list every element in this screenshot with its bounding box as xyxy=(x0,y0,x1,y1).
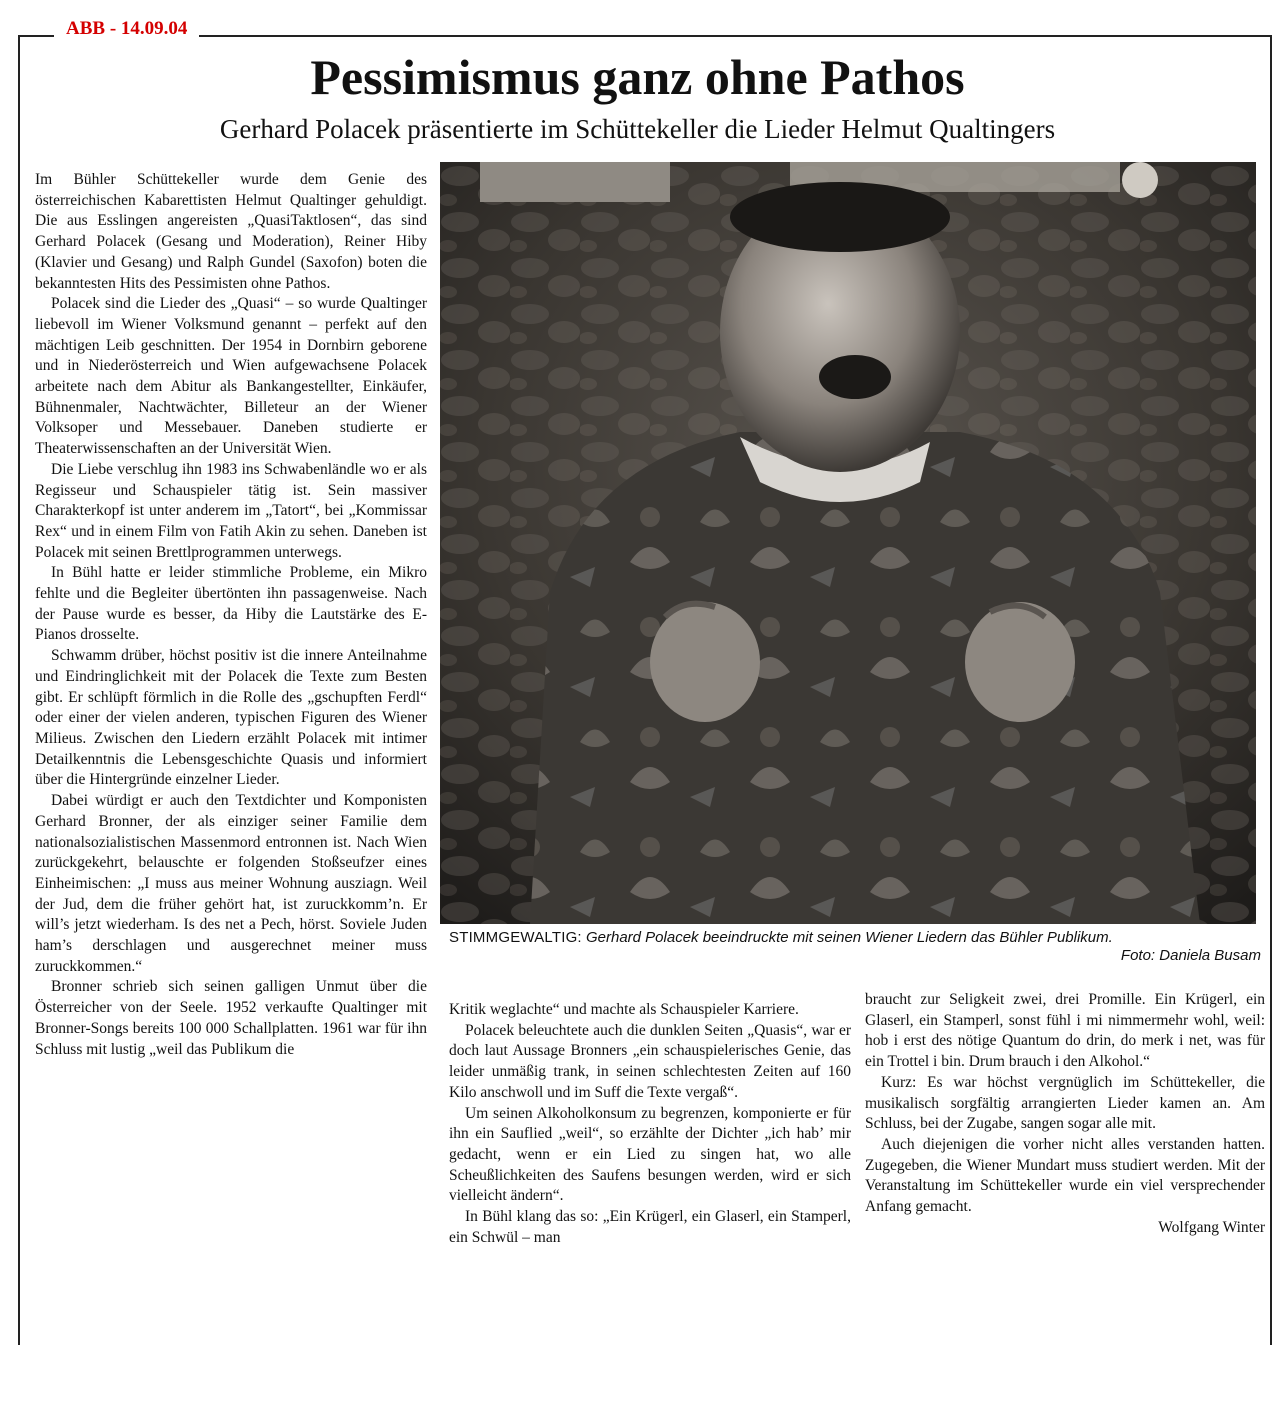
paragraph: Auch diejenigen die vorher nicht alles verstanden hatten. Zugegeben, die Wiener Mundart muss studiert werden. Mit der Veranstaltung im Schüttekeller wurde ein viel versprechender Anfang gemacht. xyxy=(865,1135,1265,1216)
paragraph: Die Liebe verschlug ihn 1983 ins Schwabenländle wo er als Regisseur und Schauspieler tätig ist. Sein massiver Charakterkopf ist unter anderem im „Tatort“, bei „Kommissar Rex“ und in einem Film von Fatih Akin zu sehen. Daneben ist Polacek mit seinen Brettlprogrammen unterwegs. xyxy=(35,460,427,561)
headline: Pessimismus ganz ohne Pathos xyxy=(310,49,965,105)
article-column-2 xyxy=(449,1000,851,1248)
paragraph: Im Bühler Schüttekeller wurde dem Genie des österreichischen Kabarettisten Helmut Qualtinger gehuldigt. Die aus Esslingen angereisten „QuasiTaktlosen“, das sind Gerhard Polacek (Gesang und Moderation), Reiner Hiby (Klavier und Gesang) und Ralph Gundel (Saxofon) boten die bekanntesten Hits des Pessimisten ohne Pathos. xyxy=(35,171,427,292)
frame-left-rule xyxy=(18,35,20,1345)
paragraph: In Bühl klang das so: „Ein Krügerl, ein Glaserl, ein Stamperl, ein Schwül – man xyxy=(449,1208,851,1246)
paragraph: Polacek beleuchtete auch die dunklen Seiten „Quasis“, war er doch laut Aussage Bronners „ein schauspielerisches Genie, das leider unmäßig trank, in seinen schlechtesten Zeiten auf 160 Kilo anschwoll und im Suff die Texte vergaß“. xyxy=(449,1021,851,1101)
paragraph: Dabei würdigt er auch den Textdichter und Komponisten Gerhard Bronner, der als einziger seiner Familie dem nationalsozialistischen Massenmord entronnen ist. Nach Wien zurückgekehrt, belauschte er folgenden Stoßseufzer eines Einheimischen: „I muss aus meiner Wohnung ausziagn. Weil der Jud, dem die früher gehört hat, ist zuruckkomm’n. Er will’s jetzt wiederham. Is des net a Pech, hörst. Soviele Juden ham’s derschlagen und ausgerechnet meiner muss zuruckkommen.“ xyxy=(35,792,427,975)
paragraph: Schwamm drüber, höchst positiv ist die innere Anteilnahme und Eindringlichkeit mit der Polacek die Texte zum Besten gibt. Er schlüpft förmlich in die Rolle des „gschupften Ferdl“ oder einer der vielen anderen, typischen Figuren des Wiener Milieus. Zwischen den Liedern erzählt Polacek mit intimer Detailkenntnis die Lebensgeschichte Quasis und informiert über die Hintergründe einzelner Lieder. xyxy=(35,647,427,789)
frame-top-rule xyxy=(18,35,1272,37)
clipping-date-stamp: ABB - 14.09.04 xyxy=(54,16,199,42)
frame-right-rule xyxy=(1270,35,1272,1345)
author-signature: Wolfgang Winter xyxy=(1158,1218,1265,1236)
paragraph: braucht zur Seligkeit zwei, drei Promille. Ein Krügerl, ein Glaserl, ein Stamperl, sonst fühl i mi nimmermehr wohl, weil: hob i erst des nötige Quantum do drin, do merk i net, was für ein Trottel i bin. Drum brauch i den Alkohol.“ xyxy=(865,991,1265,1071)
article-column-3 xyxy=(865,990,1265,1238)
caption-body: Gerhard Polacek beeindruckte mit seinen Wiener Liedern das Bühler Publikum. xyxy=(585,929,1113,946)
singer-photo xyxy=(440,162,1256,924)
paragraph: Kritik weglachte“ und machte als Schauspieler Karriere. xyxy=(449,1001,799,1018)
paragraph: Kurz: Es war höchst vergnüglich im Schüttekeller, die musikalisch sorgfältig arrangierten Lieder kamen an. Am Schluss, bei der Zugabe, sangen sogar alle mit. xyxy=(865,1073,1265,1133)
paragraph: Um seinen Alkoholkonsum zu begrenzen, komponierte er für ihn ein Sauflied „weil“, so erzählte der Dichter „ich hab’ mir gedacht, wenn er ein Lied zu singen hat, wo alle Scheußlichkeiten des Saufens besungen werden, wird er sich vielleicht ändern“. xyxy=(449,1104,851,1205)
paragraph: In Bühl hatte er leider stimmliche Probleme, ein Mikro fehlte und die Begleiter übertönten ihn passagenweise. Nach der Pause wurde es besser, da Hiby die Lautstärke des E-Pianos drosselte. xyxy=(35,564,427,644)
paragraph: Polacek sind die Lieder des „Quasi“ – so wurde Qualtinger liebevoll im Wiener Volksmund genannt – perfekt auf den mächtigen Leib geschnitten. Der 1954 in Dornbirn geborene und in Niederösterreich und Wien aufgewachsene Polacek arbeitete nach dem Abitur als Bankangestellter, Einkäufer, Bühnenmaler, Nachtwächter, Billeteur an der Wiener Volksoper und Messebauer. Daneben studierte er Theaterwissenschaften an der Universität Wien. xyxy=(35,295,427,458)
photo-credit: Foto: Daniela Busam xyxy=(1120,947,1261,964)
caption-text xyxy=(449,929,1261,947)
paragraph: Bronner schrieb sich seinen galligen Unmut über die Österreicher von der Seele. 1952 verkaufte Qualtinger mit Bronner-Songs bereits 100 000 Schallplatten. 1961 war für ihn Schluss mit lustig „weil das Publikum die xyxy=(35,978,427,1058)
photo-image xyxy=(440,162,1256,924)
caption-lead: STIMMGEWALTIG: xyxy=(449,929,582,946)
article-column-1 xyxy=(35,170,427,1060)
subheadline: Gerhard Polacek präsentierte im Schüttekeller die Lieder Helmut Qualtingers xyxy=(219,114,1056,144)
photo-caption xyxy=(449,929,1261,964)
